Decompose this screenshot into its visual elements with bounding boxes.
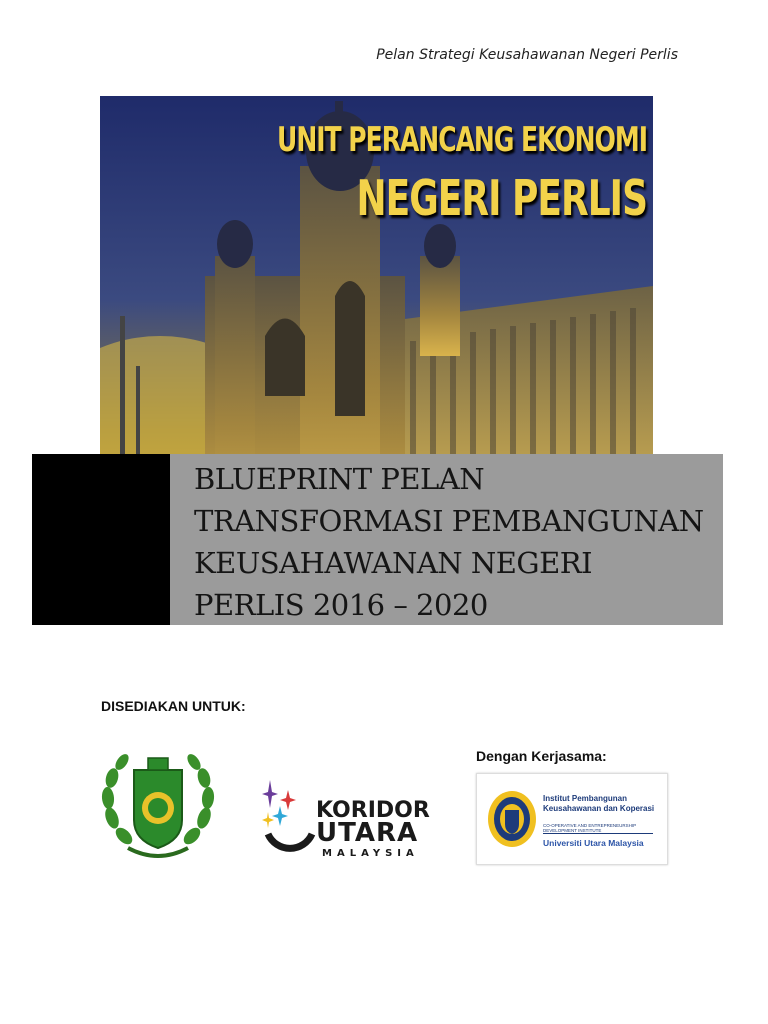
collaboration-label: Dengan Kerjasama: xyxy=(476,748,607,764)
title-line: TRANSFORMASI PEMBANGUNAN xyxy=(194,504,704,538)
koridor-word: KORIDOR xyxy=(316,798,430,823)
photo-caption-line1: UNIT PERANCANG EKONOMI xyxy=(277,120,647,160)
title-line: KEUSAHAWANAN NEGERI xyxy=(194,546,593,580)
koridor-star-icon xyxy=(260,778,320,860)
uum-institute-line1: Institut Pembangunan xyxy=(543,794,627,803)
document-title xyxy=(194,458,719,626)
uum-university-name: Universiti Utara Malaysia xyxy=(543,838,644,848)
koridor-utara-logo xyxy=(260,778,435,860)
photo-caption-line2: NEGERI PERLIS xyxy=(356,172,647,228)
uum-institute-line2: Keusahawanan dan Koperasi xyxy=(543,804,655,813)
title-line: PERLIS 2016 – 2020 xyxy=(194,588,488,622)
divider xyxy=(543,833,653,834)
prepared-for-label: DISEDIAKAN UNTUK: xyxy=(101,698,246,714)
malaysia-word: MALAYSIA xyxy=(322,848,419,859)
perlis-crest-logo xyxy=(98,748,218,862)
utara-word: UTARA xyxy=(316,818,419,848)
uum-logo-card xyxy=(476,773,668,865)
uum-institute-subtitle: CO-OPERATIVE AND ENTREPRENEURSHIP DEVELOPMENT INSTITUTE xyxy=(543,823,637,833)
black-accent-block xyxy=(32,454,170,625)
uum-institute-name xyxy=(543,794,654,814)
uum-seal-icon xyxy=(487,790,537,848)
running-header: Pelan Strategi Keusahawanan Negeri Perlis xyxy=(376,47,678,63)
title-line: BLUEPRINT PELAN xyxy=(194,462,485,496)
